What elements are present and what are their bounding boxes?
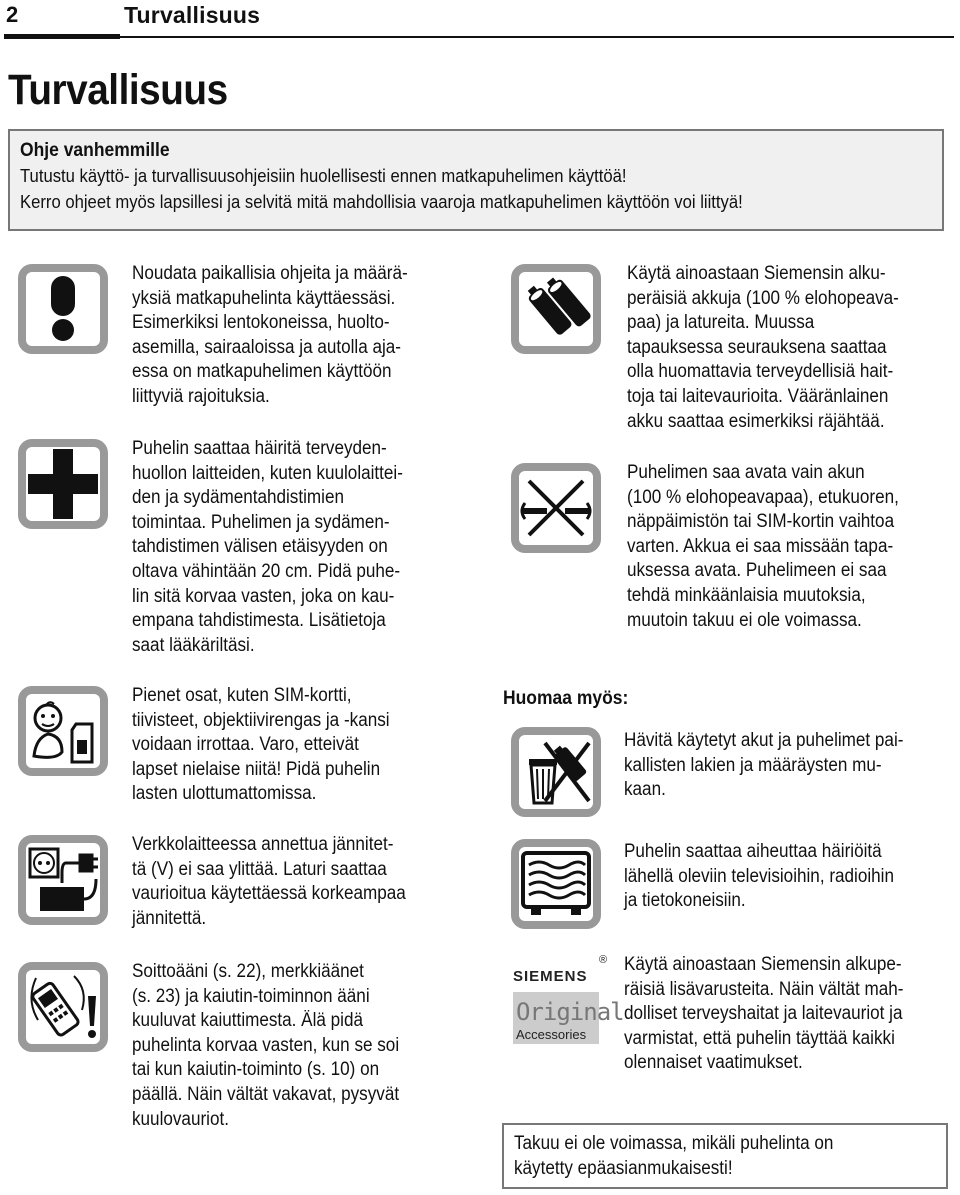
left-item-text: Pienet osat, kuten SIM-kortti, tiivisteet, objektiivirengas ja -kansi voidaan irrottaa. Varo, etteivät lapset nielaise niitä! Pidä puhelin lasten ulottumattomissa. [132,685,390,805]
warranty-warning-box [502,1123,948,1189]
header-rule [120,36,954,38]
left-item-text: Puhelin saattaa häiritä terveyden- huollon laitteiden, kuten kuulolaittei- den ja sydämentahdistimien toimintaa. Puhelimen ja sydämen- tahdistimen välisen etäisyyden on oltava vähintään 20 cm. Pidä puhe- lin sitä korvaa vasten, joka on kau- empana tahdistimesta. Lisätietoja saat lääkäriltäsi. [132,438,403,656]
left-item-text: Noudata paikallisia ohjeita ja määrä- yksiä matkapuhelinta käyttäessäsi. Esimerkiksi lentokoneissa, huolto- asemilla, sairaaloissa ja autolla aja- essa on matkapuhelimen käyttöön liittyviä rajoituksia. [132,263,408,407]
no-tools-icon [511,463,601,553]
see-also-item-text: Käytä ainoastaan Siemensin alkupe- räisiä lisävarusteita. Näin vältät mah- dolliset terveyshaitat ja laitevauriot ja varmistat, että puhelin täyttää kaikki olennaiset vaatimukset. [624,954,904,1074]
left-item-text: Soittoääni (s. 22), merkkiäänet (s. 23) ja kaiutin-toiminnon ääni kuuluvat kaiuttimesta. Älä pidä puhelinta korvaa vasten, kun se soi tai kun kaiutin-toiminto (s. 10) on päällä. Näin vältät vakavat, pysyvät kuulovauriot. [132,961,400,1130]
see-also-item-text: Hävitä käytetyt akut ja puhelimet pai- kallisten lakien ja määräysten mu- kaan. [624,730,904,801]
see-also-heading: Huomaa myös: [503,688,629,709]
siemens-original-accessories-logo: SIEMENS ® Original Accessories [513,954,624,1042]
left-item-text: Verkkolaitteessa annettua jännitet- tä (V) ei saa ylittää. Laturi saattaa vaurioitua käytettäessä korkeampaa jännitettä. [132,834,406,929]
parents-notice-line: Kerro ohjeet myös lapsillesi ja selvitä mitä mahdollisia vaaroja matkapuhelimen käyttöön voi liittyä! [20,191,743,212]
header-rule-thick [4,34,120,39]
see-also-item-text: Puhelin saattaa aiheuttaa häiriöitä lähellä oleviin televisioihin, radioihin ja tietokoneisiin. [624,841,894,912]
right-item-text: Puhelimen saa avata vain akun (100 % elohopeavapaa), etukuoren, näppäimistön tai SIM-kortin vaihtoa varten. Akkua ei saa missään tapa- uksessa avata. Puhelimeen ei saa tehdä minkäänlaisia muutoksia, muutoin takuu ei ole voimassa. [627,462,899,631]
running-header-title: Turvallisuus [124,2,261,28]
loud-phone-warning-icon [18,962,108,1052]
parents-notice-line: Tutustu käyttö- ja turvallisuusohjeisiin huolellisesti ennen matkapuhelimen käyttöä! [20,165,627,186]
baby-sim-card-icon [18,686,108,776]
parents-notice-title: Ohje vanhemmille [20,140,170,161]
page-number: 2 [6,2,19,27]
right-item-text: Käytä ainoastaan Siemensin alku- peräisiä akkuja (100 % elohopeava- paa) ja latureita. Muussa tapauksessa seurauksena saattaa olla huomattavia terveydellisiä hait- toja tai laitevaurioita. Vääränlainen akku saattaa esimerkiksi räjähtää. [627,263,899,432]
medical-cross-icon [18,439,108,529]
no-battery-trash-icon [511,727,601,817]
parents-notice-box [8,129,944,231]
warranty-text: Takuu ei ole voimassa, mikäli puhelinta on käytetty epäasianmukaisesti! [514,1133,834,1179]
power-outlet-charger-icon [18,835,108,925]
exclamation-icon [18,264,108,354]
tv-interference-icon [511,839,601,929]
batteries-icon [511,264,601,354]
page-title: Turvallisuus [8,66,228,114]
